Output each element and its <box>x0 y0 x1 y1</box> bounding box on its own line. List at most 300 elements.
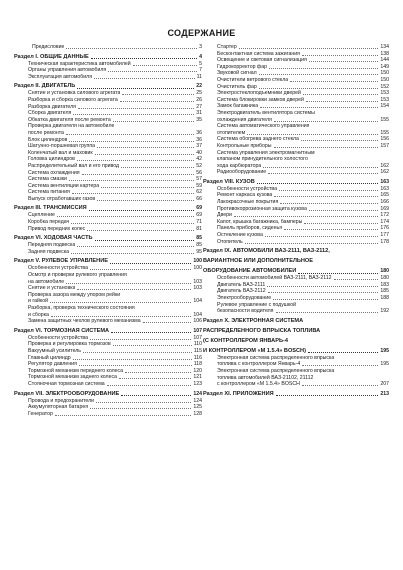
dot-leader <box>66 48 197 49</box>
toc-entry <box>203 381 389 388</box>
toc-entry-title: ОБОРУДОВАНИЕ АВТОМОБИЛЕЙ <box>203 268 297 275</box>
toc-page-number: 31 <box>196 110 202 117</box>
dot-leader <box>113 345 192 346</box>
dot-leader <box>72 193 194 194</box>
toc-entry-title: Провода и предохранители <box>28 397 95 404</box>
dot-leader <box>306 101 378 102</box>
dot-leader <box>269 68 378 69</box>
toc-entry-title: Блок цилиндров <box>28 136 68 143</box>
toc-entry-title: Панель приборов, сиденья <box>217 225 282 232</box>
toc-entry-title: клапаном принудительного холостого <box>217 156 308 163</box>
toc-entry-title: Система блокировки замков дверей <box>217 96 304 103</box>
toc-page-number: 35 <box>196 116 202 123</box>
toc-page-number: 107 <box>193 334 202 341</box>
toc-entry-title: Проверка зазора между упором рейки <box>28 291 121 298</box>
toc-entry-title: Раздел V. РУЛЕВОЕ УПРАВЛЕНИЕ <box>14 258 108 265</box>
toc-page-number: 95 <box>196 248 202 255</box>
dot-leader <box>73 114 194 115</box>
toc-entry <box>14 381 202 388</box>
toc-page-number: 121 <box>193 374 202 381</box>
toc-entry-title: охлаждения двигателя <box>217 116 272 123</box>
toc-page-number: 195 <box>380 361 389 368</box>
dot-leader <box>263 167 378 168</box>
dot-leader <box>73 359 192 360</box>
toc-page-number: 195 <box>380 347 389 354</box>
toc-entry <box>203 275 389 282</box>
toc-entry-title: Раздел IX. АВТОМОБИЛИ ВАЗ-2111, ВАЗ-2112, <box>203 248 330 255</box>
toc-entry <box>14 305 202 312</box>
toc-entry <box>14 117 202 124</box>
toc-section-heading <box>203 268 389 275</box>
toc-entry <box>203 150 389 157</box>
toc-entry <box>14 292 202 299</box>
toc-entry-title: И КОНТРОЛЛЕРОМ «М 1.5.4» BOSCH) <box>203 347 306 354</box>
toc-entry <box>14 67 202 74</box>
dot-leader <box>302 55 378 56</box>
toc-page-number: 100 <box>193 265 202 272</box>
dot-leader <box>121 167 194 168</box>
dot-leader <box>91 58 197 59</box>
toc-entry-title: Шатунно-поршневая группа <box>28 143 96 150</box>
toc-entry-title: Очиститель фар <box>217 83 257 90</box>
toc-page-number: 118 <box>193 361 202 368</box>
toc-entry-title: Аккумуляторная батарея <box>28 404 89 411</box>
toc-entry-title: топлива автомобилей ВАЗ-21102, 21112 <box>217 374 314 381</box>
toc-page-number: 59 <box>196 182 202 189</box>
toc-page-number: 156 <box>380 136 389 143</box>
toc-entry-title: безопасности водителя <box>217 308 274 315</box>
dot-leader <box>87 230 194 231</box>
toc-entry-title: Система охлаждения <box>28 169 80 176</box>
toc-entry-title: Разборка и сборка силового агрегата <box>28 96 118 103</box>
toc-entry-title: Тормозной механизм заднего колеса <box>28 374 117 381</box>
toc-page-number: 128 <box>193 410 202 417</box>
toc-entry <box>203 97 389 104</box>
dot-leader <box>79 365 192 366</box>
toc-section-heading <box>203 348 389 355</box>
dot-leader <box>108 71 197 72</box>
toc-entry-title: Система автоматического управления <box>217 123 310 130</box>
toc-entry <box>14 265 202 272</box>
toc-entry <box>14 398 202 405</box>
toc-entry-title: Рулевое управление с подушкой <box>217 301 297 308</box>
dot-leader <box>284 229 378 230</box>
toc-entry <box>14 279 202 286</box>
toc-section-heading <box>14 54 202 61</box>
dot-leader <box>334 279 379 280</box>
toc-entry <box>14 123 202 130</box>
toc-entry <box>203 212 389 219</box>
toc-entry <box>14 312 202 319</box>
toc-entry <box>203 192 389 199</box>
toc-page-number: 152 <box>380 83 389 90</box>
toc-entry <box>203 206 389 213</box>
dot-leader <box>259 88 379 89</box>
toc-entry <box>14 44 202 51</box>
toc-page-number: 36 <box>196 136 202 143</box>
toc-page-number: 115 <box>193 347 202 354</box>
toc-entry-title: Система обогрева заднего стекла <box>217 136 299 143</box>
toc-entry <box>203 156 389 163</box>
toc-entry-title: после ремонта <box>28 129 64 136</box>
toc-entry-title: Предисловие <box>32 44 65 50</box>
dot-leader <box>259 74 379 75</box>
dot-leader <box>110 263 191 264</box>
toc-entry-title: Раздел X. ЭЛЕКТРОННАЯ СИСТЕМА <box>203 317 304 324</box>
toc-entry <box>203 84 389 91</box>
toc-page-number: 42 <box>196 156 202 163</box>
toc-entry-title: Обкатка двигателя после ремонта <box>28 116 111 123</box>
toc-page-number: 27 <box>196 103 202 110</box>
dot-leader <box>274 196 378 197</box>
toc-page-number: 178 <box>380 238 389 245</box>
toc-section-heading <box>14 258 202 265</box>
toc-entry <box>14 318 202 325</box>
toc-page-number: 37 <box>196 143 202 150</box>
toc-page-number: 104 <box>193 298 202 305</box>
toc-entry-title: Система управления электромагнитным <box>217 149 315 156</box>
toc-entry-title: Замена защитных чехлов рулевого механизма <box>28 318 141 325</box>
toc-entry-title: Вакуумный усилитель <box>28 347 82 354</box>
toc-page-number: 116 <box>193 354 202 361</box>
toc-entry-title: Электронная система распределенного впрыска <box>217 354 335 361</box>
toc-page-number: 172 <box>380 212 389 219</box>
toc-entry <box>203 103 389 110</box>
dot-leader <box>95 154 195 155</box>
toc-page-number: 103 <box>193 285 202 292</box>
toc-page-number: 155 <box>380 116 389 123</box>
toc-section-heading <box>203 391 389 398</box>
dot-leader <box>55 415 192 416</box>
toc-entry-title: Особенности устройства <box>217 185 278 192</box>
toc-entry-title: Осмотр и проверки рулевого управления <box>28 272 127 279</box>
dot-leader <box>265 236 378 237</box>
dot-leader <box>303 94 378 95</box>
toc-entry <box>203 308 389 315</box>
toc-entry <box>14 298 202 305</box>
toc-entry <box>14 335 202 342</box>
toc-entry <box>14 368 202 375</box>
toc-entry-title: Коробка передач <box>28 219 70 226</box>
page-title: СОДЕРЖАНИЕ <box>167 28 236 38</box>
toc-entry-title: Передняя подвеска <box>28 242 76 249</box>
toc-entry-title: Регулятор давления <box>28 361 77 368</box>
dot-leader <box>302 385 379 386</box>
toc-page-number: 183 <box>380 281 389 288</box>
toc-entry <box>203 302 389 309</box>
dot-leader <box>50 302 191 303</box>
dot-leader <box>89 210 195 211</box>
toc-entry-title: Генератор <box>28 410 53 417</box>
toc-entry-title: и сборка <box>28 311 49 318</box>
dot-leader <box>95 240 195 241</box>
toc-entry-title: Раздел VIII. КУЗОВ <box>203 178 255 185</box>
dot-leader <box>302 365 378 366</box>
dot-leader <box>309 61 379 62</box>
toc-page-number: 69 <box>196 212 202 219</box>
toc-entry <box>203 295 389 302</box>
toc-page-number: 5 <box>199 60 202 67</box>
toc-section-heading <box>203 179 389 186</box>
toc-entry-title: отопителем <box>217 129 246 136</box>
toc-page-number: 157 <box>380 142 389 149</box>
toc-section-heading <box>14 235 202 242</box>
toc-section-heading <box>203 248 389 255</box>
toc-entry-title: Особенности устройства <box>28 334 89 341</box>
toc-page-number: 188 <box>380 295 389 301</box>
toc-page-number: 81 <box>196 225 202 232</box>
dot-leader <box>119 378 191 379</box>
toc-entry-title: Электронная система распределенного впрыска <box>217 367 335 374</box>
toc-entry-title: Радиооборудование <box>217 169 267 176</box>
dot-leader <box>71 253 194 254</box>
toc-page-number: 7 <box>199 67 202 74</box>
toc-entry-title: Стартер <box>217 44 237 50</box>
toc-entry <box>14 110 202 117</box>
dot-leader <box>276 312 379 313</box>
toc-entry-title: Капот, крышка багажника, бамперы <box>217 218 303 225</box>
toc-page-number: 169 <box>380 205 389 212</box>
toc-entry-title: (С КОНТРОЛЛЕРОМ ЯНВАРЬ-4 <box>203 337 288 344</box>
toc-entry <box>14 130 202 137</box>
toc-entry <box>14 226 202 233</box>
toc-entry <box>14 156 202 163</box>
toc-page-number: 52 <box>196 162 202 169</box>
toc-entry-title: Бесконтактная система зажигания <box>217 50 300 57</box>
toc-entry <box>203 143 389 150</box>
toc-entry <box>14 272 202 279</box>
toc-entry-title: Раздел VI. ХОДОВАЯ ЧАСТЬ <box>14 235 93 242</box>
toc-entry <box>14 163 202 170</box>
toc-section-heading <box>14 391 202 398</box>
dot-leader <box>66 283 191 284</box>
toc-entry-title: Задняя подвеска <box>28 248 70 255</box>
toc-entry <box>203 232 389 239</box>
toc-page-number: 162 <box>380 162 389 169</box>
dot-leader <box>69 180 194 181</box>
toc-entry-title: с контроллером «М 1.5.4» BOSCH <box>217 381 300 388</box>
toc-entry <box>14 90 202 97</box>
toc-entry <box>203 123 389 130</box>
dot-leader <box>101 187 194 188</box>
toc-entry-title: Отопитель <box>217 238 243 245</box>
toc-entry-title: Раздел I. ОБЩИЕ ДАННЫЕ <box>14 53 89 60</box>
dot-leader <box>274 147 379 148</box>
toc-section-heading <box>203 328 389 335</box>
toc-entry <box>14 348 202 355</box>
toc-page-number: 213 <box>380 390 389 397</box>
toc-entry <box>203 51 389 58</box>
toc-entry-title: и гайкой <box>28 298 49 305</box>
toc-entry-title: Коленчатый вал и маховик <box>28 149 93 156</box>
dot-leader <box>267 286 378 287</box>
toc-page-number: 85 <box>196 242 202 249</box>
toc-entry <box>203 163 389 170</box>
toc-entry <box>203 282 389 289</box>
dot-leader <box>309 210 378 211</box>
toc-entry <box>14 361 202 368</box>
toc-entry <box>203 70 389 77</box>
toc-entry-title: Освещение и световая сигнализация <box>217 57 307 64</box>
toc-entry <box>14 212 202 219</box>
toc-page-number: 134 <box>380 44 389 50</box>
dot-leader <box>90 269 191 270</box>
toc-entry-title: Головка цилиндров <box>28 156 75 163</box>
toc-entry-title: Система вентиляции картера <box>28 182 100 189</box>
toc-page-number: 124 <box>193 397 202 404</box>
toc-page-number: 180 <box>380 268 389 275</box>
toc-page-number: 85 <box>196 235 202 242</box>
dot-leader <box>239 48 379 49</box>
dot-leader <box>143 322 192 323</box>
dot-leader <box>121 395 191 396</box>
toc-entry-title: Лакокрасочные покрытия <box>217 199 279 206</box>
dot-leader <box>82 174 195 175</box>
dot-leader <box>247 134 378 135</box>
toc-page-number: 153 <box>380 90 389 97</box>
toc-entry <box>203 361 389 368</box>
toc-entry <box>203 355 389 362</box>
toc-entry <box>14 249 202 256</box>
toc-entry <box>203 368 389 375</box>
dot-leader <box>298 273 378 274</box>
toc-entry-title: Главный цилиндр <box>28 354 71 361</box>
dot-leader <box>290 81 378 82</box>
toc-entry-title: Система питания <box>28 189 70 196</box>
toc-entry-title: Раздел VI. ТОРМОЗНАЯ СИСТЕМА <box>14 327 110 334</box>
dot-leader <box>94 78 195 79</box>
toc-entry <box>14 170 202 177</box>
toc-entry <box>203 375 389 382</box>
dot-leader <box>268 173 378 174</box>
toc-page-number: 123 <box>193 380 202 387</box>
dot-leader <box>260 107 378 108</box>
toc-page-number: 165 <box>380 192 389 199</box>
toc-entry-title: Проверка двигателя на автомобиле <box>28 123 115 130</box>
toc-entry <box>14 196 202 203</box>
toc-entry <box>14 411 202 418</box>
toc-page-number: 177 <box>380 232 389 239</box>
toc-page-number: 125 <box>193 404 202 411</box>
toc-page-number: 120 <box>193 367 202 374</box>
toc-page-number: 4 <box>199 53 202 60</box>
toc-page-number: 66 <box>196 195 202 202</box>
dot-leader <box>66 134 194 135</box>
toc-page-number: 3 <box>199 44 202 50</box>
toc-entry <box>14 176 202 183</box>
toc-entry <box>14 61 202 68</box>
toc-entry-title: Гидрокорректор фар <box>217 63 267 70</box>
toc-section-heading <box>14 205 202 212</box>
toc-page-number: 144 <box>380 57 389 64</box>
dot-leader <box>273 299 378 300</box>
toc-entry-title: Проверка и регулировка тормозов <box>28 341 111 348</box>
toc-page-number: 104 <box>193 311 202 318</box>
toc-entry-title: Сборка двигателя <box>28 110 72 117</box>
toc-page-number: 163 <box>380 185 389 192</box>
toc-entry-title: Эксплуатация автомобиля <box>28 73 92 80</box>
toc-page-number: 124 <box>193 390 202 397</box>
toc-left-column <box>14 44 202 417</box>
toc-page-number: 192 <box>380 308 389 315</box>
toc-entry-title: Снятие и установка <box>28 285 76 292</box>
toc-entry <box>14 189 202 196</box>
toc-page-number: 154 <box>380 103 389 110</box>
toc-entry-title: Звуковой сигнал <box>217 70 257 77</box>
toc-page-number: 180 <box>380 275 389 282</box>
toc-page-number: 103 <box>193 278 202 285</box>
toc-entry <box>14 104 202 111</box>
dot-leader <box>120 101 195 102</box>
toc-page-number: 69 <box>196 205 202 212</box>
toc-entry-title: хода карбюратора <box>217 162 262 169</box>
dot-leader <box>276 395 379 396</box>
toc-entry <box>203 130 389 137</box>
dot-leader <box>77 246 194 247</box>
toc-entry-title: ВАРИАНТНОЕ ИЛИ ДОПОЛНИТЕЛЬНОЕ <box>203 258 314 265</box>
toc-entry-title: Замок багажника <box>217 103 259 110</box>
toc-section-heading <box>203 258 389 265</box>
toc-entry-title: РАСПРЕДЕЛЕННОГО ВПРЫСКА ТОПЛИВА <box>203 327 321 334</box>
dot-leader <box>113 121 195 122</box>
dot-leader <box>257 183 379 184</box>
toc-page-number: 40 <box>196 149 202 156</box>
toc-entry-title: Раздел VII. ЭЛЕКТРООБОРУДОВАНИЕ <box>14 390 120 397</box>
toc-page-number: 150 <box>380 70 389 77</box>
dot-leader <box>125 372 191 373</box>
toc-section-heading <box>14 328 202 335</box>
dot-leader <box>111 332 191 333</box>
toc-entry <box>203 77 389 84</box>
dot-leader <box>107 385 192 386</box>
toc-entry <box>203 90 389 97</box>
toc-entry-title: Остекление кузова <box>217 232 263 239</box>
toc-entry-title: Выпуск отработавших газов <box>28 195 96 202</box>
toc-page-number: 162 <box>380 169 389 176</box>
dot-leader <box>69 141 194 142</box>
toc-page-number: 62 <box>196 189 202 196</box>
dot-leader <box>122 94 194 95</box>
toc-entry <box>203 117 389 124</box>
dot-leader <box>308 352 378 353</box>
toc-entry-title: Электростеклоподъемники дверей <box>217 90 301 97</box>
dot-leader <box>71 223 194 224</box>
dot-leader <box>77 289 191 290</box>
toc-page-number: 100 <box>193 258 202 265</box>
toc-page-number: 176 <box>380 225 389 232</box>
toc-page-number: 25 <box>196 90 202 97</box>
toc-entry <box>14 219 202 226</box>
toc-entry-title: топлива с контроллером Январь-4 <box>217 361 301 368</box>
toc-page-number: 153 <box>380 96 389 103</box>
toc-page-number: 11 <box>196 73 202 80</box>
dot-leader <box>78 108 194 109</box>
dot-leader <box>77 160 194 161</box>
toc-entry-title: Раздел XI. ПРИЛОЖЕНИЯ <box>203 390 274 397</box>
toc-entry-title: Очистители ветрового стекла <box>217 76 289 83</box>
toc-entry <box>203 219 389 226</box>
toc-entry <box>14 341 202 348</box>
toc-entry-title: Распределительный вал и его привод <box>28 162 120 169</box>
dot-leader <box>268 292 379 293</box>
toc-right-column <box>203 44 389 398</box>
toc-entry <box>203 288 389 295</box>
toc-page-number: 106 <box>193 318 202 325</box>
toc-page-number: 166 <box>380 199 389 206</box>
dot-leader <box>301 140 378 141</box>
toc-entry-title: Тормозной механизм переднего колеса <box>28 367 124 374</box>
toc-entry-title: Техническая характеристика автомобилей <box>28 60 131 67</box>
